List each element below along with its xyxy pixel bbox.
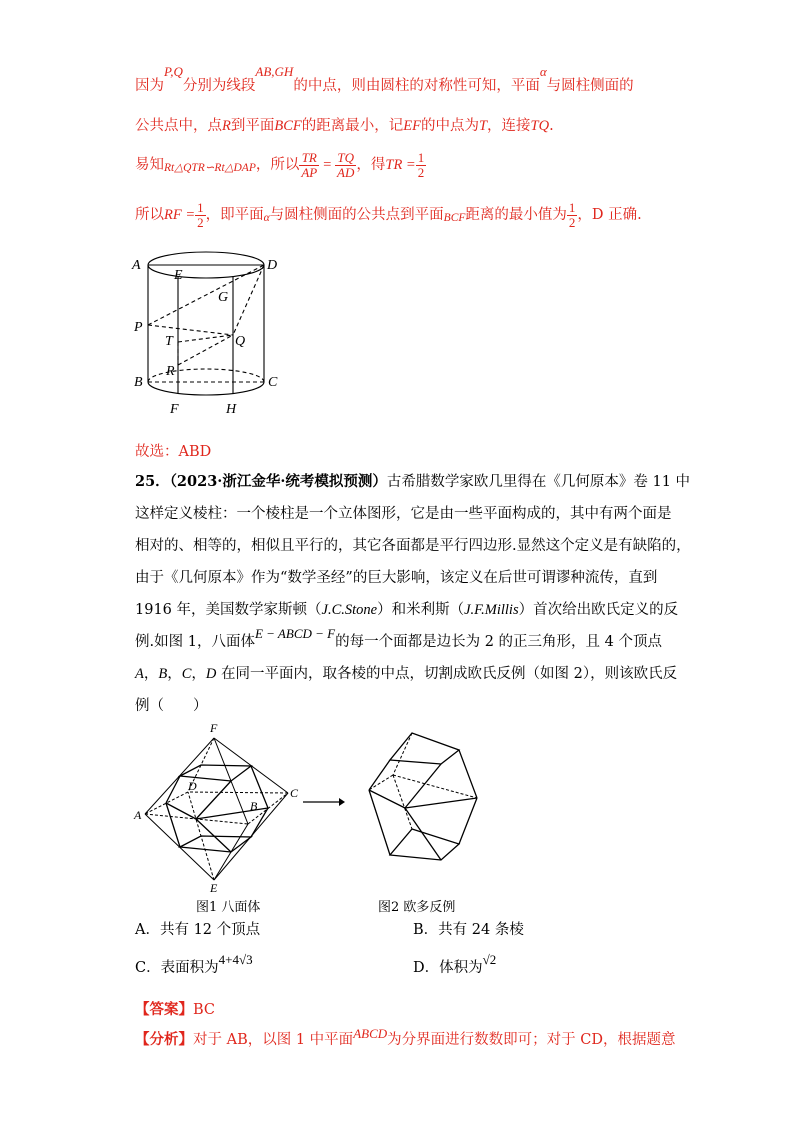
question-line-8: 例（ ）: [135, 698, 208, 714]
question-line-2: 这样定义棱柱：一个棱柱是一个立体图形，它是由一些平面构成的，其中有两个面是: [135, 506, 672, 522]
solution-line-4: 所以RF = $\frac{1}{2}$ ，即平面α与圆柱侧面的公共点到平面BCF距离的最小值为 $\frac{1}{2}$ ，D 正确.: [135, 199, 642, 230]
cyl-label-t: T: [165, 334, 173, 349]
solution-line-1: 因为P,Q分别为线段AB,GH的中点，则由圆柱的对称性可知，平面α与圆柱侧面的: [135, 64, 634, 94]
oct-label-e: E: [210, 881, 218, 895]
cyl-label-q: Q: [235, 334, 246, 349]
oct-label-a: A: [134, 808, 142, 822]
cyl-label-p: P: [134, 320, 143, 335]
arrow-icon: [303, 796, 345, 808]
answer-choice: 故选：ABD: [135, 444, 212, 460]
analysis-label: 【分析】: [135, 1031, 193, 1048]
counterexample-figure: [355, 720, 480, 895]
fraction-half: $\frac{1}{2}$: [197, 199, 204, 230]
option-d: D．体积为√2: [413, 952, 497, 976]
question-line-3: 相对的、相等的，相似且平行的，其它各面都是平行四边形.显然这个定义是有缺陷的，: [135, 538, 691, 554]
figure-1-caption: 图1 八面体: [196, 900, 261, 915]
fraction-half: $\frac{1}{2}$: [568, 199, 576, 230]
cyl-label-c: C: [268, 375, 278, 390]
question-number: 25．: [135, 473, 170, 490]
cyl-label-b: B: [134, 375, 143, 390]
oct-label-d: D: [188, 779, 197, 793]
answer-label: 【答案】: [135, 1001, 193, 1018]
cyl-label-h: H: [226, 402, 237, 417]
cyl-label-a: A: [132, 258, 141, 273]
oct-label-b: B: [250, 799, 258, 813]
answer-value: BC: [193, 1002, 216, 1018]
fraction-half: $\frac{1}{2}$: [417, 149, 425, 180]
math-volume: √2: [482, 952, 497, 967]
question-line-7: A，B，C，D 在同一平面内，取各棱的中点，切割成欧氏反例（如图 2），则该欧氏反: [135, 666, 678, 682]
cyl-label-e: E: [174, 268, 183, 283]
octahedron-figure: [130, 720, 305, 900]
oct-label-c: C: [290, 786, 299, 800]
fraction-tq-ad: $\frac{TQ}{AD}$: [337, 149, 355, 180]
question-line-5: 1916 年，美国数学家斯顿（J.C.Stone）和米利斯（J.F.Millis）首次给出欧氏定义的反: [135, 602, 679, 618]
cyl-label-r: R: [166, 364, 175, 379]
math-ab-gh: AB,GH: [255, 64, 294, 79]
oct-label-f: F: [210, 721, 218, 735]
figure-2-caption: 图2 欧多反例: [378, 900, 456, 915]
math-alpha: α: [539, 64, 547, 79]
cyl-label-g: G: [218, 290, 229, 305]
answer-line: [135, 1000, 215, 1020]
math-surface-area: 4+4√3: [218, 952, 253, 967]
cyl-label-d: D: [267, 258, 278, 273]
solution-line-2: 公共点中，点R到平面BCF的距离最小，记EF的中点为T，连接TQ.: [135, 118, 554, 134]
cyl-label-f: F: [170, 402, 179, 417]
cylinder-figure: [130, 245, 290, 425]
option-b: B．共有 24 条棱: [413, 922, 524, 938]
question-line-6: 例.如图 1，八面体E − ABCD − F的每一个面都是边长为 2 的正三角形，且 4 个顶点: [135, 626, 662, 650]
question-line-4: 由于《几何原本》作为“数学圣经”的巨大影响，该定义在后世可谓谬种流传，直到: [135, 570, 658, 586]
analysis-line: 【分析】对于 AB，以图 1 中平面ABCD为分界面进行数数即可；对于 CD，根据题意: [135, 1026, 676, 1048]
question-source: （2023·浙江金华·统考模拟预测）: [169, 473, 387, 490]
question-line-1: 25．（2023·浙江金华·统考模拟预测）古希腊数学家欧几里得在《几何原本》卷 11 中: [135, 473, 691, 490]
fraction-tr-ap: $\frac{TR}{AP}$: [301, 149, 318, 180]
solution-line-3: 易知Rt△QTR∽Rt△DAP，所以 $\frac{TR}{AP}$ = $\frac{TQ}{AD}$ ，得TR = $\frac{1}{2}$: [135, 149, 425, 180]
option-c: C．表面积为4+4√3: [135, 952, 253, 976]
math-similar: Rt△QTR∽Rt△DAP: [164, 162, 256, 174]
option-a: A．共有 12 个顶点: [135, 922, 261, 938]
math-pq: P,Q: [164, 64, 183, 79]
